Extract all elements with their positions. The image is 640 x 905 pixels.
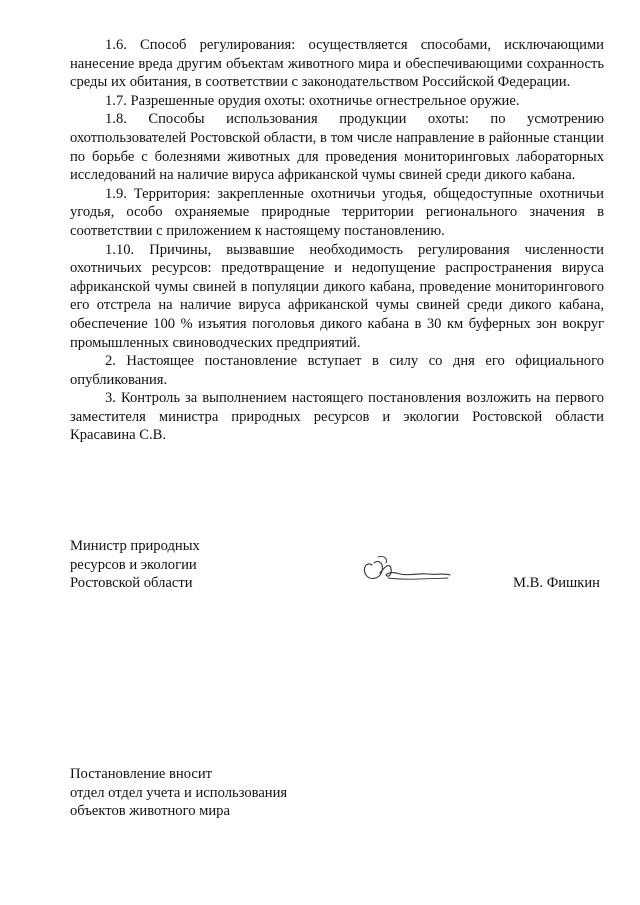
signatory-title-line: Министр природных (70, 538, 200, 554)
signatory-name: М.В. Фишкин (513, 575, 600, 591)
signatory-title-line: Ростовской области (70, 575, 193, 592)
paragraph-1-6: 1.6. Способ регулирования: осуществляется способами, исключающими нанесение вреда другим объектам животного мира и обеспечивающими сохранность среды их обитания, в соответствии с законодательством Российской Федерации. (70, 37, 604, 91)
paragraph-1-8: 1.8. Способы использования продукции охоты: по усмотрению охотпользователей Ростовской области, в том числе направление в районные станции по борьбе с болезнями животных для проведения мониторинговых лабораторных исследований на наличие вируса африканской чумы свиней среди дикого кабана. (70, 111, 604, 184)
signatory-title (70, 537, 270, 593)
paragraph-1-7: 1.7. Разрешенные орудия охоты: охотничье огнестрельное оружие. (105, 92, 520, 109)
paragraph-1-10: 1.10. Причины, вызвавшие необходимость регулирования численности охотничьих ресурсов: предотвращение и недопущение распространения вируса африканской чумы свиней в популяции дикого кабана, проведение мониторингового его отстрела на наличие вируса африканской чумы свиней среди дикого кабана, обеспечение 100 % изъятия поголовья дикого кабана в 30 км буферных зон вокруг промышленных свиноводческих предприятий. (70, 241, 604, 351)
paragraph-1-9: 1.9. Территория: закрепленные охотничьи угодья, общедоступные охотничьи угодья, особо охраняемые природные территории регионального значения в соответствии с приложением к настоящему постановлению. (70, 185, 604, 239)
footer-line: объектов животного мира (70, 803, 230, 820)
handwritten-signature-icon (358, 551, 454, 587)
signature-block (70, 537, 604, 597)
footer-line: Постановление вносит (70, 766, 213, 782)
submitted-by-note (70, 765, 370, 821)
document-body (70, 36, 604, 445)
footer-line: отдел отдел учета и использования (70, 784, 288, 801)
signatory-title-line: ресурсов и экологии (70, 556, 197, 573)
paragraph-3: 3. Контроль за выполнением настоящего постановления возложить на первого заместителя министра природных ресурсов и экологии Ростовской области Красавина С.В. (70, 390, 604, 444)
paragraph-2: 2. Настоящее постановление вступает в силу со дня его официального опубликования. (70, 353, 604, 388)
